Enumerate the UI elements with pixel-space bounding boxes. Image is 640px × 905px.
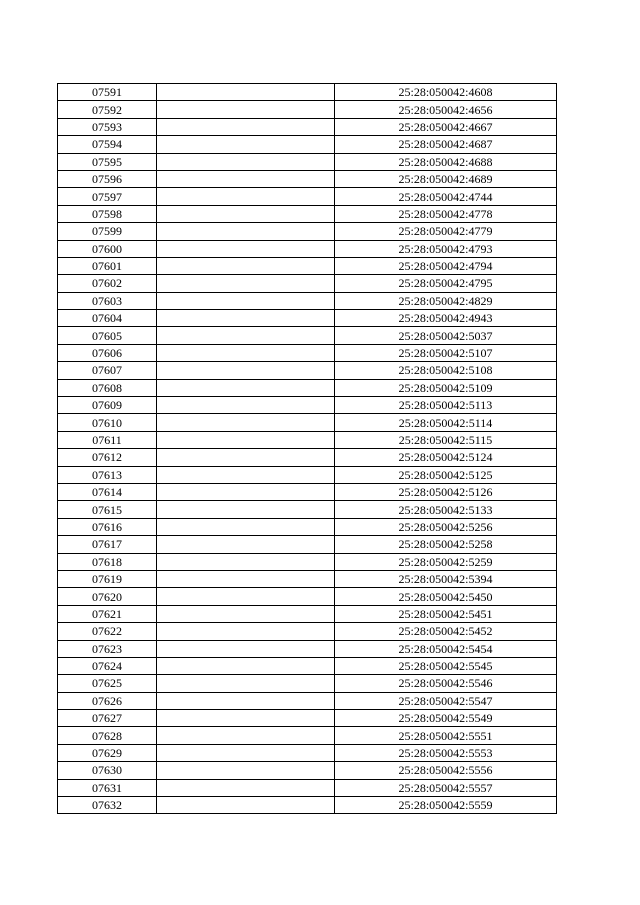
cadastral-number-cell: 25:28:050042:5547 (335, 692, 557, 709)
row-number-cell: 07596 (58, 170, 157, 187)
row-number-cell: 07613 (58, 466, 157, 483)
cadastral-number-cell: 25:28:050042:5115 (335, 431, 557, 448)
row-name-cell (157, 588, 335, 605)
row-number-cell: 07614 (58, 483, 157, 500)
table-row (58, 136, 557, 153)
row-name-cell (157, 379, 335, 396)
row-number-cell: 07618 (58, 553, 157, 570)
row-name-cell (157, 605, 335, 622)
row-name-cell (157, 762, 335, 779)
table-row (58, 657, 557, 674)
row-name-cell (157, 675, 335, 692)
cadastral-number-cell: 25:28:050042:4779 (335, 223, 557, 240)
cadastral-number-cell: 25:28:050042:4778 (335, 205, 557, 222)
table-row (58, 397, 557, 414)
row-name-cell (157, 136, 335, 153)
table-row (58, 310, 557, 327)
row-number-cell: 07606 (58, 344, 157, 361)
row-name-cell (157, 744, 335, 761)
cadastral-number-cell: 25:28:050042:5109 (335, 379, 557, 396)
row-name-cell (157, 84, 335, 101)
row-number-cell: 07607 (58, 362, 157, 379)
row-name-cell (157, 205, 335, 222)
table-row (58, 275, 557, 292)
row-name-cell (157, 240, 335, 257)
row-number-cell: 07605 (58, 327, 157, 344)
cadastral-number-cell: 25:28:050042:5124 (335, 449, 557, 466)
table-row (58, 779, 557, 796)
row-name-cell (157, 483, 335, 500)
cadastral-number-cell: 25:28:050042:5451 (335, 605, 557, 622)
cadastral-number-cell: 25:28:050042:5454 (335, 640, 557, 657)
cadastral-table (57, 83, 557, 814)
table-row (58, 223, 557, 240)
row-name-cell (157, 170, 335, 187)
table-row (58, 205, 557, 222)
cadastral-number-cell: 25:28:050042:5114 (335, 414, 557, 431)
row-number-cell: 07627 (58, 710, 157, 727)
cadastral-number-cell: 25:28:050042:5394 (335, 570, 557, 587)
row-number-cell: 07631 (58, 779, 157, 796)
cadastral-number-cell: 25:28:050042:5551 (335, 727, 557, 744)
table-row (58, 797, 557, 814)
table-row (58, 449, 557, 466)
table-row (58, 744, 557, 761)
table-row (58, 727, 557, 744)
row-number-cell: 07628 (58, 727, 157, 744)
table-row (58, 553, 557, 570)
row-number-cell: 07595 (58, 153, 157, 170)
cadastral-number-cell: 25:28:050042:5107 (335, 344, 557, 361)
row-number-cell: 07625 (58, 675, 157, 692)
cadastral-number-cell: 25:28:050042:5549 (335, 710, 557, 727)
cadastral-number-cell: 25:28:050042:4793 (335, 240, 557, 257)
row-name-cell (157, 257, 335, 274)
row-name-cell (157, 275, 335, 292)
row-name-cell (157, 292, 335, 309)
table-row (58, 762, 557, 779)
row-name-cell (157, 118, 335, 135)
row-name-cell (157, 223, 335, 240)
table-row (58, 536, 557, 553)
row-name-cell (157, 101, 335, 118)
row-number-cell: 07601 (58, 257, 157, 274)
row-name-cell (157, 570, 335, 587)
row-name-cell (157, 431, 335, 448)
row-number-cell: 07597 (58, 188, 157, 205)
cadastral-number-cell: 25:28:050042:4689 (335, 170, 557, 187)
table-row (58, 170, 557, 187)
table-body (58, 84, 557, 814)
cadastral-number-cell: 25:28:050042:5125 (335, 466, 557, 483)
cadastral-number-cell: 25:28:050042:5037 (335, 327, 557, 344)
row-number-cell: 07593 (58, 118, 157, 135)
row-name-cell (157, 657, 335, 674)
row-number-cell: 07591 (58, 84, 157, 101)
row-number-cell: 07592 (58, 101, 157, 118)
row-name-cell (157, 449, 335, 466)
cadastral-number-cell: 25:28:050042:5557 (335, 779, 557, 796)
cadastral-number-cell: 25:28:050042:4656 (335, 101, 557, 118)
row-number-cell: 07629 (58, 744, 157, 761)
table-row (58, 84, 557, 101)
table-row (58, 588, 557, 605)
row-number-cell: 07604 (58, 310, 157, 327)
cadastral-number-cell: 25:28:050042:5108 (335, 362, 557, 379)
row-number-cell: 07624 (58, 657, 157, 674)
cadastral-number-cell: 25:28:050042:5559 (335, 797, 557, 814)
table-row (58, 379, 557, 396)
cadastral-number-cell: 25:28:050042:4744 (335, 188, 557, 205)
table-row (58, 240, 557, 257)
row-number-cell: 07599 (58, 223, 157, 240)
cadastral-number-cell: 25:28:050042:4795 (335, 275, 557, 292)
cadastral-number-cell: 25:28:050042:5546 (335, 675, 557, 692)
row-name-cell (157, 362, 335, 379)
row-number-cell: 07621 (58, 605, 157, 622)
cadastral-number-cell: 25:28:050042:5553 (335, 744, 557, 761)
row-number-cell: 07626 (58, 692, 157, 709)
cadastral-number-cell: 25:28:050042:5258 (335, 536, 557, 553)
table-row (58, 118, 557, 135)
row-number-cell: 07611 (58, 431, 157, 448)
row-name-cell (157, 623, 335, 640)
table-row (58, 431, 557, 448)
row-name-cell (157, 501, 335, 518)
row-name-cell (157, 727, 335, 744)
cadastral-number-cell: 25:28:050042:4667 (335, 118, 557, 135)
row-number-cell: 07600 (58, 240, 157, 257)
row-number-cell: 07619 (58, 570, 157, 587)
row-name-cell (157, 640, 335, 657)
row-number-cell: 07622 (58, 623, 157, 640)
cadastral-number-cell: 25:28:050042:5450 (335, 588, 557, 605)
row-name-cell (157, 779, 335, 796)
row-number-cell: 07598 (58, 205, 157, 222)
row-number-cell: 07594 (58, 136, 157, 153)
cadastral-number-cell: 25:28:050042:5113 (335, 397, 557, 414)
table-row (58, 501, 557, 518)
row-name-cell (157, 188, 335, 205)
row-name-cell (157, 327, 335, 344)
table-row (58, 101, 557, 118)
table-row (58, 362, 557, 379)
row-name-cell (157, 466, 335, 483)
table-row (58, 188, 557, 205)
row-number-cell: 07620 (58, 588, 157, 605)
table-row (58, 483, 557, 500)
cadastral-number-cell: 25:28:050042:5259 (335, 553, 557, 570)
row-name-cell (157, 797, 335, 814)
row-name-cell (157, 710, 335, 727)
table-row (58, 605, 557, 622)
row-number-cell: 07623 (58, 640, 157, 657)
cadastral-number-cell: 25:28:050042:4794 (335, 257, 557, 274)
cadastral-number-cell: 25:28:050042:4687 (335, 136, 557, 153)
table-row (58, 640, 557, 657)
table-row (58, 518, 557, 535)
cadastral-number-cell: 25:28:050042:4829 (335, 292, 557, 309)
table-row (58, 153, 557, 170)
cadastral-number-cell: 25:28:050042:5452 (335, 623, 557, 640)
cadastral-number-cell: 25:28:050042:5126 (335, 483, 557, 500)
table-row (58, 414, 557, 431)
row-name-cell (157, 153, 335, 170)
row-number-cell: 07630 (58, 762, 157, 779)
table-row (58, 570, 557, 587)
cadastral-number-cell: 25:28:050042:4608 (335, 84, 557, 101)
row-number-cell: 07603 (58, 292, 157, 309)
cadastral-number-cell: 25:28:050042:5556 (335, 762, 557, 779)
row-name-cell (157, 518, 335, 535)
row-name-cell (157, 310, 335, 327)
row-number-cell: 07612 (58, 449, 157, 466)
row-name-cell (157, 692, 335, 709)
cadastral-number-cell: 25:28:050042:4688 (335, 153, 557, 170)
row-name-cell (157, 414, 335, 431)
row-number-cell: 07610 (58, 414, 157, 431)
row-name-cell (157, 536, 335, 553)
table-row (58, 623, 557, 640)
row-number-cell: 07615 (58, 501, 157, 518)
cadastral-number-cell: 25:28:050042:5545 (335, 657, 557, 674)
row-number-cell: 07632 (58, 797, 157, 814)
row-number-cell: 07616 (58, 518, 157, 535)
cadastral-number-cell: 25:28:050042:5133 (335, 501, 557, 518)
row-number-cell: 07608 (58, 379, 157, 396)
table-row (58, 257, 557, 274)
row-name-cell (157, 397, 335, 414)
table-row (58, 344, 557, 361)
table-row (58, 292, 557, 309)
table-row (58, 710, 557, 727)
table-row (58, 675, 557, 692)
row-number-cell: 07602 (58, 275, 157, 292)
row-number-cell: 07609 (58, 397, 157, 414)
table-row (58, 692, 557, 709)
cadastral-number-cell: 25:28:050042:4943 (335, 310, 557, 327)
cadastral-number-cell: 25:28:050042:5256 (335, 518, 557, 535)
row-name-cell (157, 344, 335, 361)
row-number-cell: 07617 (58, 536, 157, 553)
row-name-cell (157, 553, 335, 570)
table-row (58, 466, 557, 483)
table-row (58, 327, 557, 344)
